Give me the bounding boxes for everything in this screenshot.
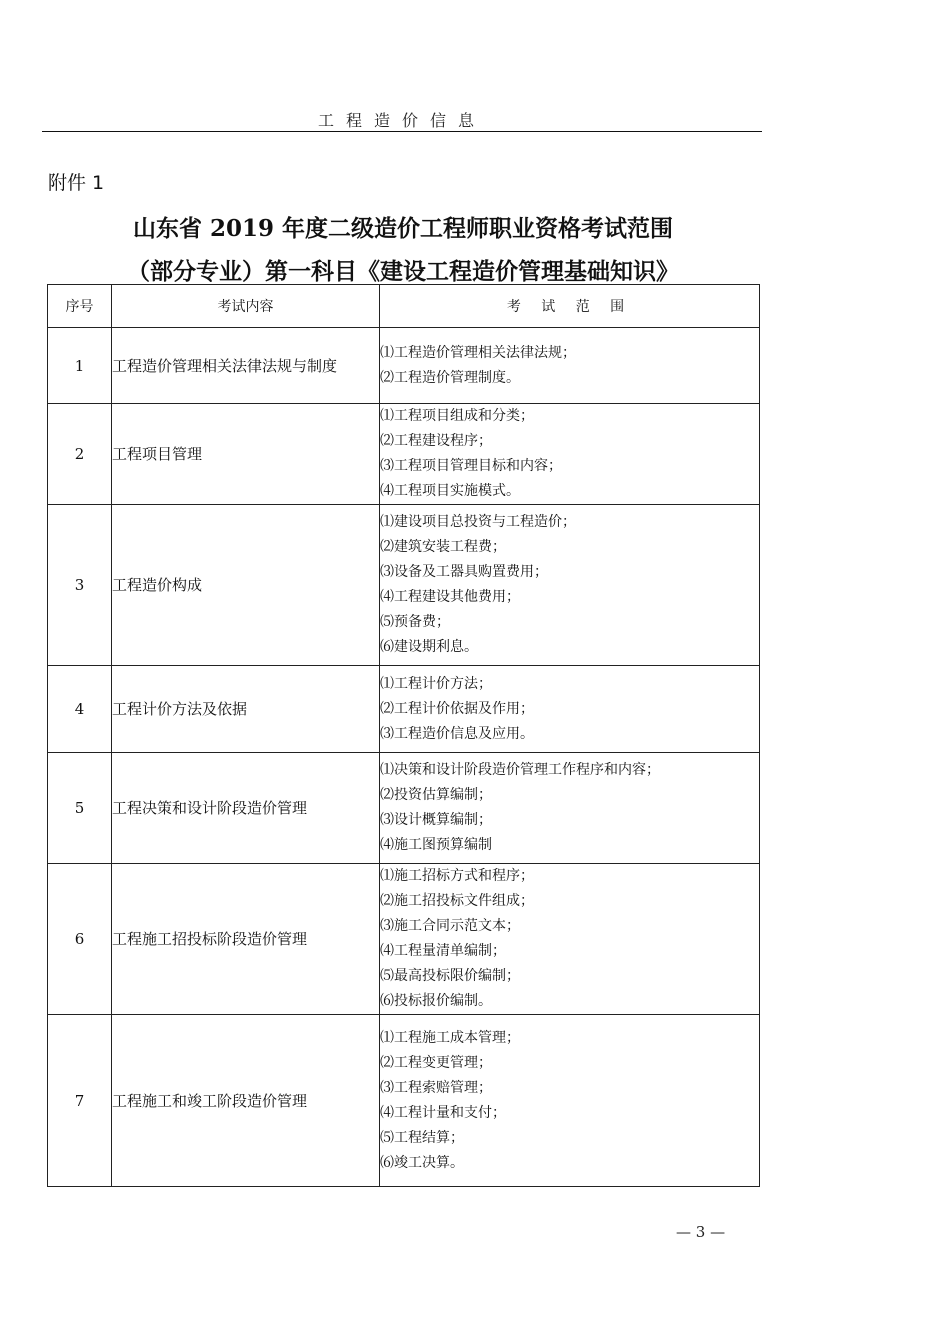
- column-header-scope: 考 试 范 围: [380, 285, 760, 328]
- exam-scope-cell: [380, 1015, 760, 1187]
- document-title-line-1: 山东省 2019 年度二级造价工程师职业资格考试范围: [132, 215, 674, 242]
- scope-item: ⑴工程施工成本管理；: [380, 1029, 520, 1046]
- scope-item: ⑴决策和设计阶段造价管理工作程序和内容；: [380, 762, 660, 778]
- exam-content-cell: 工程项目管理: [112, 404, 380, 505]
- scope-item: ⑶设计概算编制；: [380, 812, 492, 828]
- exam-scope-cell: [380, 753, 760, 864]
- row-number: 7: [48, 1015, 112, 1187]
- table-row: [48, 753, 760, 864]
- scope-item: ⑵施工招投标文件组成；: [380, 893, 534, 909]
- scope-item: ⑵工程造价管理制度。: [380, 369, 520, 386]
- scope-item: ⑴工程造价管理相关法律法规；: [380, 344, 576, 361]
- scope-item: ⑷工程计量和支付；: [380, 1104, 506, 1121]
- scope-item: ⑶施工合同示范文本；: [380, 918, 520, 934]
- row-number: 6: [48, 864, 112, 1015]
- exam-scope-cell: [380, 666, 760, 753]
- scope-item: ⑸最高投标限价编制；: [380, 968, 520, 984]
- table-row: [48, 328, 760, 404]
- table-row: [48, 1015, 760, 1187]
- scope-item: ⑶工程造价信息及应用。: [380, 725, 534, 742]
- column-header-number: 序号: [48, 285, 112, 328]
- scope-item: ⑴建设项目总投资与工程造价；: [380, 514, 576, 530]
- scope-item: ⑵工程变更管理；: [380, 1054, 492, 1071]
- scope-item: ⑶工程索赔管理；: [380, 1079, 492, 1096]
- exam-scope-cell: [380, 505, 760, 666]
- table-header-row: [48, 285, 760, 328]
- exam-content-cell: 工程造价管理相关法律法规与制度: [112, 328, 380, 404]
- scope-item: ⑹建设期利息。: [380, 639, 478, 655]
- page-number: — 3 —: [676, 1223, 726, 1241]
- exam-content-cell: 工程决策和设计阶段造价管理: [112, 753, 380, 864]
- attachment-label: 附件 1: [48, 172, 105, 194]
- scope-item: ⑶工程项目管理目标和内容；: [380, 458, 562, 474]
- scope-item: ⑹投标报价编制。: [380, 993, 492, 1009]
- exam-scope-cell: [380, 328, 760, 404]
- scope-item: ⑵投资估算编制；: [380, 787, 492, 803]
- scope-item: ⑸工程结算；: [380, 1129, 464, 1146]
- scope-item: ⑷工程项目实施模式。: [380, 483, 520, 499]
- scope-item: ⑹竣工决算。: [380, 1154, 464, 1171]
- column-header-content: 考试内容: [112, 285, 380, 328]
- row-number: 3: [48, 505, 112, 666]
- running-header: 工程造价信息: [317, 111, 486, 130]
- table-row: [48, 864, 760, 1015]
- scope-item: ⑷工程建设其他费用；: [380, 589, 520, 605]
- document-title-line-2: （部分专业）第一科目《建设工程造价管理基础知识》: [127, 258, 679, 285]
- exam-scope-cell: [380, 864, 760, 1015]
- scope-item: ⑸预备费；: [380, 614, 450, 630]
- row-number: 1: [48, 328, 112, 404]
- exam-scope-cell: [380, 404, 760, 505]
- exam-scope-table: [47, 284, 760, 1187]
- scope-item: ⑷工程量清单编制；: [380, 943, 506, 959]
- scope-item: ⑴工程计价方法；: [380, 675, 492, 692]
- scope-item: ⑷施工图预算编制: [380, 837, 492, 853]
- table-row: [48, 404, 760, 505]
- scope-item: ⑴工程项目组成和分类；: [380, 408, 534, 424]
- exam-content-cell: 工程计价方法及依据: [112, 666, 380, 753]
- table-body: [48, 328, 760, 1187]
- exam-content-cell: 工程施工和竣工阶段造价管理: [112, 1015, 380, 1187]
- exam-content-cell: 工程施工招投标阶段造价管理: [112, 864, 380, 1015]
- row-number: 4: [48, 666, 112, 753]
- row-number: 2: [48, 404, 112, 505]
- scope-item: ⑵建筑安装工程费；: [380, 539, 506, 555]
- header-rule: [42, 131, 762, 132]
- table-row: [48, 505, 760, 666]
- exam-content-cell: 工程造价构成: [112, 505, 380, 666]
- table-row: [48, 666, 760, 753]
- scope-item: ⑵工程建设程序；: [380, 433, 492, 449]
- scope-item: ⑶设备及工器具购置费用；: [380, 564, 548, 580]
- scope-item: ⑵工程计价依据及作用；: [380, 700, 534, 717]
- scope-item: ⑴施工招标方式和程序；: [380, 868, 534, 884]
- row-number: 5: [48, 753, 112, 864]
